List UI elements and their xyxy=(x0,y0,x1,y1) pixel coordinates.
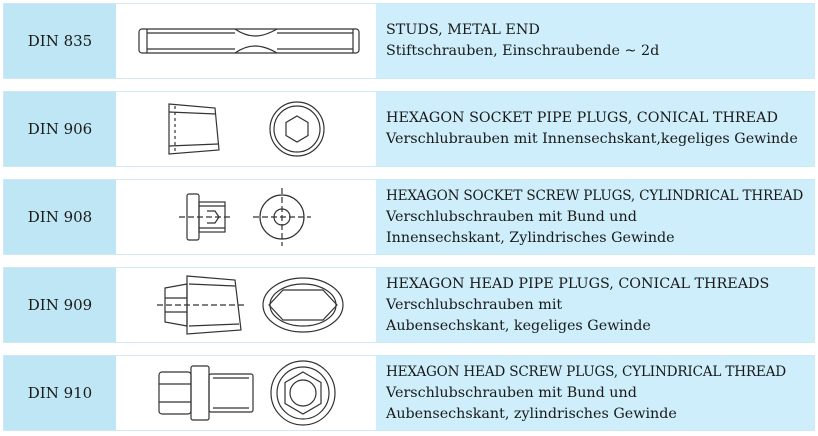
hex-pipe-plug-drawing-icon xyxy=(117,268,370,342)
description-de: Stiftschrauben, Einschraubende ~ 2d xyxy=(386,43,660,59)
socket-screw-plug-drawing-icon xyxy=(117,180,370,254)
title-en: HEXAGON SOCKET PIPE PLUGS, CONICAL THREAD xyxy=(386,110,778,126)
description-de-line-2: Innensechskant, Zylindrisches Gewinde xyxy=(386,229,675,246)
description-de-line-1: Verschlubschrauben mit Bund und xyxy=(386,208,637,225)
stud-drawing-icon xyxy=(117,4,370,78)
table-row xyxy=(3,91,815,167)
description-de-line-1: Verschlubschrauben mit xyxy=(386,296,563,313)
description-de: Verschlubrauben mit Innensechskant,kegeliges Gewinde xyxy=(386,131,798,147)
table-row xyxy=(3,355,815,431)
table-row xyxy=(3,267,815,343)
din-code: DIN 908 xyxy=(4,180,116,254)
socket-pipe-plug-drawing-icon xyxy=(117,92,370,166)
description xyxy=(376,356,814,430)
hex-screw-plug-drawing-icon xyxy=(117,356,370,430)
description-de-line-2: Aubensechskant, zylindrisches Gewinde xyxy=(386,405,677,422)
description xyxy=(376,268,814,342)
din-code: DIN 906 xyxy=(4,92,116,166)
description xyxy=(376,92,814,166)
din-code: DIN 910 xyxy=(4,356,116,430)
title-en: STUDS, METAL END xyxy=(386,22,540,38)
description xyxy=(376,4,814,78)
description-de-line-2: Aubensechskant, kegeliges Gewinde xyxy=(386,317,651,334)
din-code: DIN 909 xyxy=(4,268,116,342)
title-en: HEXAGON HEAD SCREW PLUGS, CYLINDRICAL THREAD xyxy=(386,363,786,380)
description-de-line-1: Verschlubschrauben mit Bund und xyxy=(386,384,637,401)
table-row xyxy=(3,179,815,255)
title-en: HEXAGON HEAD PIPE PLUGS, CONICAL THREADS xyxy=(386,275,770,292)
description xyxy=(376,180,814,254)
table-row xyxy=(3,3,815,79)
title-en: HEXAGON SOCKET SCREW PLUGS, CYLINDRICAL THREAD xyxy=(386,187,804,204)
din-code: DIN 835 xyxy=(4,4,116,78)
